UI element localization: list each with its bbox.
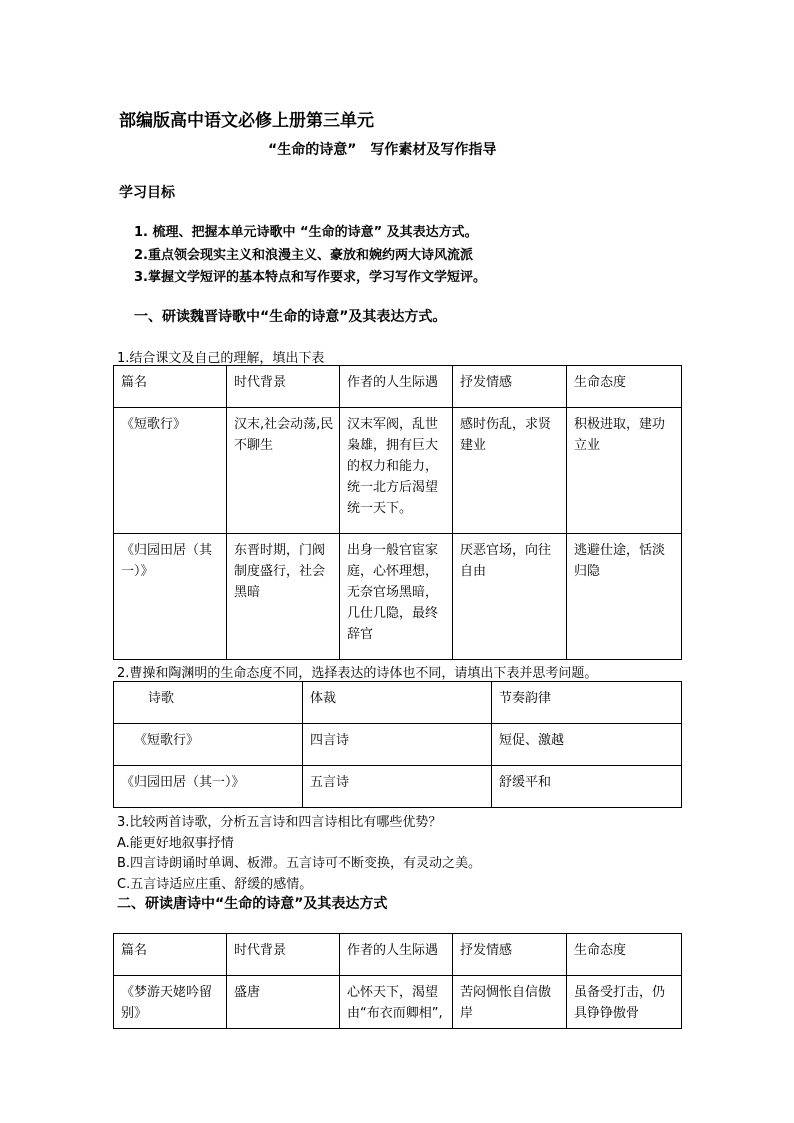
table-cell: 《梦游天姥吟留别》 <box>114 976 227 1029</box>
table-cell: 《短歌行》 <box>114 724 303 766</box>
table-cell: 逃避仕途，恬淡归隐 <box>567 534 682 660</box>
table-header-cell: 作者的人生际遇 <box>340 934 453 976</box>
table-header-cell: 篇名 <box>114 366 227 408</box>
question-2: 2.曹操和陶渊明的生命态度不同，选择表达的诗体也不同，请填出下表并思考问题。 <box>117 666 598 681</box>
table-header-cell: 体裁 <box>303 682 492 724</box>
table-header-cell: 抒发情感 <box>453 934 567 976</box>
table-header-cell: 时代背景 <box>227 366 340 408</box>
table-header-cell: 生命态度 <box>567 934 682 976</box>
table-cell: 厌恶官场，向往自由 <box>453 534 567 660</box>
table-row <box>114 408 682 534</box>
table-header-cell: 篇名 <box>114 934 227 976</box>
question-1: 1.结合课文及自己的理解，填出下表 <box>117 351 325 366</box>
doc-subtitle: “生命的诗意” 写作素材及写作指导 <box>268 142 497 158</box>
objective-item: 3.掌握文学短评的基本特点和写作要求，学习写作文学短评。 <box>134 270 486 285</box>
table-cell: 汉末,社会动荡,民不聊生 <box>227 408 340 534</box>
table-cell: 五言诗 <box>303 766 492 808</box>
table-cell: 积极进取，建功立业 <box>567 408 682 534</box>
table-row <box>114 534 682 660</box>
table-cell: 感时伤乱，求贤建业 <box>453 408 567 534</box>
section2-heading: 二、研读唐诗中“生命的诗意”及其表达方式 <box>117 896 388 912</box>
table-row <box>114 976 682 1029</box>
table-header-cell: 生命态度 <box>567 366 682 408</box>
answer-option-b: B.四言诗朗诵时单调、板滞。五言诗可不断变换，有灵动之美。 <box>117 856 482 871</box>
answer-option-c: C.五言诗适应庄重、舒缓的感情。 <box>117 877 313 892</box>
objectives-heading: 学习目标 <box>119 185 175 201</box>
table-cell: 舒缓平和 <box>492 766 682 808</box>
table-cell: 汉末军阀，乱世枭雄，拥有巨大的权力和能力，统一北方后渴望统一天下。 <box>340 408 453 534</box>
section1-heading: 一、研读魏晋诗歌中“生命的诗意”及其表达方式。 <box>134 309 447 325</box>
table-cell: 东晋时期，门阀制度盛行，社会黑暗 <box>227 534 340 660</box>
table-cell: 《归园田居（其一）》 <box>114 534 227 660</box>
question-3: 3.比较两首诗歌，分析五言诗和四言诗相比有哪些优势？ <box>117 815 442 830</box>
table-cell: 《归园田居（其一）》 <box>114 766 303 808</box>
table-cell: 《短歌行》 <box>114 408 227 534</box>
table-row <box>114 766 682 808</box>
table-poem-analysis-1 <box>113 365 682 660</box>
table-poem-analysis-2 <box>113 933 682 1029</box>
table-header-cell: 时代背景 <box>227 934 340 976</box>
table-cell: 出身一般官宦家庭，心怀理想，无奈官场黑暗，几仕几隐，最终辞官 <box>340 534 453 660</box>
table-cell: 苦闷惆怅自信傲岸 <box>453 976 567 1029</box>
table-header-row <box>114 934 682 976</box>
table-cell: 四言诗 <box>303 724 492 766</box>
table-cell: 虽备受打击，仍具铮铮傲骨 <box>567 976 682 1029</box>
table-cell: 心怀天下，渴望由“布衣而卿相”, <box>340 976 453 1029</box>
table-poem-form <box>113 681 682 808</box>
table-header-cell: 节奏韵律 <box>492 682 682 724</box>
answer-option-a: A.能更好地叙事抒情 <box>117 836 234 851</box>
objective-item: 2.重点领会现实主义和浪漫主义、豪放和婉约两大诗风流派 <box>134 248 473 263</box>
table-cell: 短促、激越 <box>492 724 682 766</box>
table-header-row <box>114 366 682 408</box>
table-header-row <box>114 682 682 724</box>
table-header-cell: 抒发情感 <box>453 366 567 408</box>
table-row <box>114 724 682 766</box>
table-header-cell: 诗歌 <box>114 682 303 724</box>
table-cell: 盛唐 <box>227 976 340 1029</box>
table-header-cell: 作者的人生际遇 <box>340 366 453 408</box>
objective-item: 1. 梳理、把握本单元诗歌中 “生命的诗意” 及其表达方式。 <box>134 225 478 240</box>
doc-title: 部编版高中语文必修上册第三单元 <box>119 111 374 131</box>
